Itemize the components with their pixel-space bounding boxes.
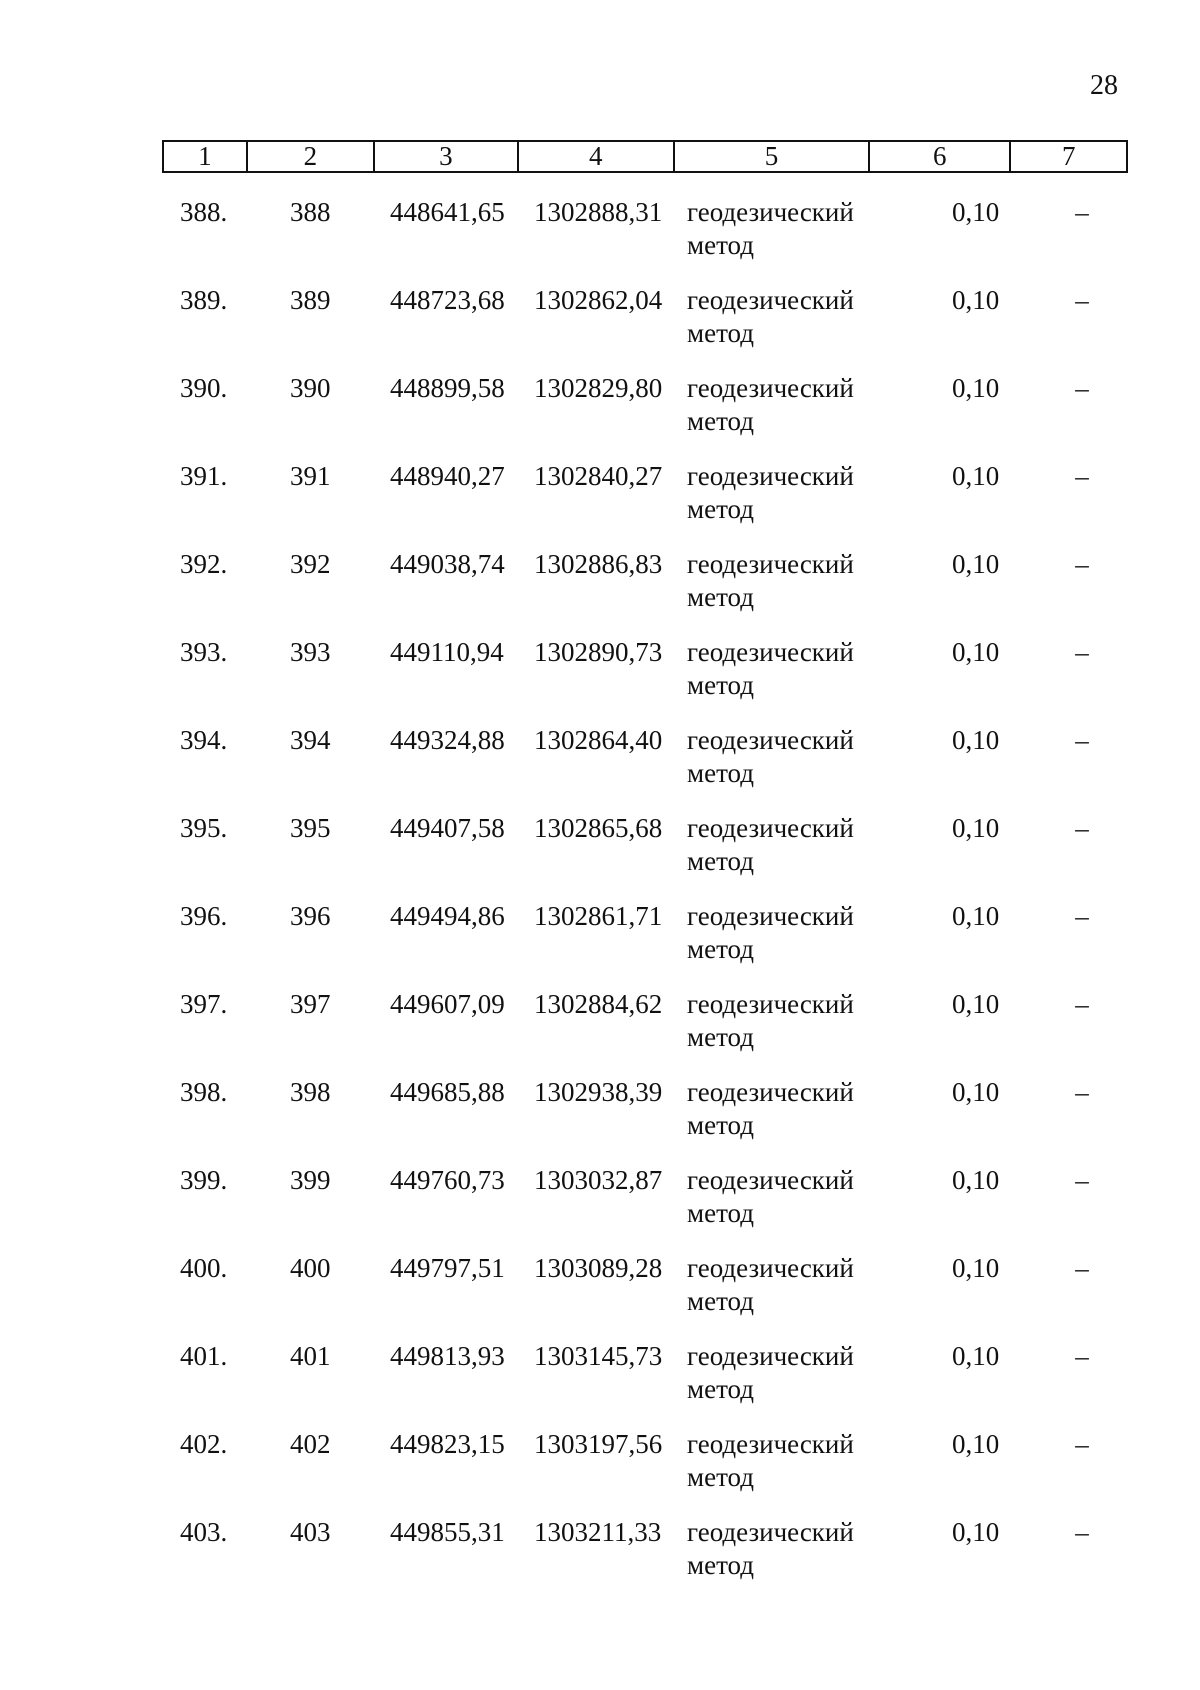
note-cell: – bbox=[1075, 901, 1089, 931]
note-cell: – bbox=[1075, 285, 1089, 315]
method-line-2: метод bbox=[687, 934, 754, 964]
table-row bbox=[162, 548, 1128, 636]
method-line-2: метод bbox=[687, 1462, 754, 1492]
point-number-cell: 396 bbox=[290, 901, 331, 931]
coordinate-y-cell: 1303197,56 bbox=[534, 1429, 663, 1459]
method-cell bbox=[687, 1340, 887, 1406]
table-row bbox=[162, 1252, 1128, 1340]
method-cell bbox=[687, 1164, 887, 1230]
coordinate-x-cell: 449823,15 bbox=[390, 1429, 505, 1459]
method-cell bbox=[687, 372, 887, 438]
method-line-2: метод bbox=[687, 1550, 754, 1580]
row-number-cell: 398. bbox=[180, 1077, 228, 1107]
table-row bbox=[162, 372, 1128, 460]
coordinate-y-cell: 1303145,73 bbox=[534, 1341, 663, 1371]
coordinate-x-cell: 449607,09 bbox=[390, 989, 505, 1019]
method-cell bbox=[687, 988, 887, 1054]
note-cell: – bbox=[1075, 1165, 1089, 1195]
note-cell: – bbox=[1075, 461, 1089, 491]
accuracy-cell: 0,10 bbox=[952, 901, 1000, 931]
coordinate-x-cell: 449813,93 bbox=[390, 1341, 505, 1371]
method-line-2: метод bbox=[687, 1198, 754, 1228]
coordinate-y-cell: 1302938,39 bbox=[534, 1077, 663, 1107]
page-number: 28 bbox=[1090, 70, 1118, 101]
note-cell: – bbox=[1075, 1077, 1089, 1107]
accuracy-cell: 0,10 bbox=[952, 285, 1000, 315]
accuracy-cell: 0,10 bbox=[952, 725, 1000, 755]
coordinate-x-cell: 449685,88 bbox=[390, 1077, 505, 1107]
coordinate-y-cell: 1302865,68 bbox=[534, 813, 663, 843]
row-number-cell: 394. bbox=[180, 725, 228, 755]
method-line-2: метод bbox=[687, 406, 754, 436]
header-col-2: 2 bbox=[248, 142, 375, 171]
table-row bbox=[162, 1516, 1128, 1604]
method-line-1: геодезический bbox=[687, 901, 854, 931]
method-line-1: геодезический bbox=[687, 1517, 854, 1547]
method-cell bbox=[687, 724, 887, 790]
method-line-1: геодезический bbox=[687, 461, 854, 491]
method-line-2: метод bbox=[687, 1110, 754, 1140]
note-cell: – bbox=[1075, 1253, 1089, 1283]
accuracy-cell: 0,10 bbox=[952, 813, 1000, 843]
accuracy-cell: 0,10 bbox=[952, 461, 1000, 491]
coordinate-x-cell: 449324,88 bbox=[390, 725, 505, 755]
note-cell: – bbox=[1075, 197, 1089, 227]
method-line-1: геодезический bbox=[687, 1165, 854, 1195]
method-line-1: геодезический bbox=[687, 1253, 854, 1283]
accuracy-cell: 0,10 bbox=[952, 1077, 1000, 1107]
method-line-1: геодезический bbox=[687, 1429, 854, 1459]
method-cell bbox=[687, 1428, 887, 1494]
table-row bbox=[162, 1340, 1128, 1428]
coordinate-y-cell: 1302888,31 bbox=[534, 197, 663, 227]
row-number-cell: 402. bbox=[180, 1429, 228, 1459]
method-line-2: метод bbox=[687, 318, 754, 348]
accuracy-cell: 0,10 bbox=[952, 373, 1000, 403]
coordinate-x-cell: 448723,68 bbox=[390, 285, 505, 315]
method-line-2: метод bbox=[687, 582, 754, 612]
method-cell bbox=[687, 460, 887, 526]
row-number-cell: 388. bbox=[180, 197, 228, 227]
table-row bbox=[162, 1428, 1128, 1516]
method-line-2: метод bbox=[687, 758, 754, 788]
point-number-cell: 389 bbox=[290, 285, 331, 315]
accuracy-cell: 0,10 bbox=[952, 1517, 1000, 1547]
method-line-1: геодезический bbox=[687, 989, 854, 1019]
method-cell bbox=[687, 196, 887, 262]
coordinate-y-cell: 1302861,71 bbox=[534, 901, 663, 931]
method-cell bbox=[687, 812, 887, 878]
accuracy-cell: 0,10 bbox=[952, 1429, 1000, 1459]
note-cell: – bbox=[1075, 373, 1089, 403]
method-line-2: метод bbox=[687, 670, 754, 700]
accuracy-cell: 0,10 bbox=[952, 637, 1000, 667]
header-col-7: 7 bbox=[1061, 141, 1076, 171]
method-line-1: геодезический bbox=[687, 1077, 854, 1107]
note-cell: – bbox=[1075, 1341, 1089, 1371]
coordinate-y-cell: 1302829,80 bbox=[534, 373, 663, 403]
table-row bbox=[162, 812, 1128, 900]
point-number-cell: 403 bbox=[290, 1517, 331, 1547]
accuracy-cell: 0,10 bbox=[952, 549, 1000, 579]
row-number-cell: 396. bbox=[180, 901, 228, 931]
table-row bbox=[162, 900, 1128, 988]
method-line-1: геодезический bbox=[687, 285, 854, 315]
coordinate-x-cell: 448899,58 bbox=[390, 373, 505, 403]
method-line-2: метод bbox=[687, 494, 754, 524]
row-number-cell: 390. bbox=[180, 373, 228, 403]
row-number-cell: 391. bbox=[180, 461, 228, 491]
method-line-2: метод bbox=[687, 1022, 754, 1052]
point-number-cell: 401 bbox=[290, 1341, 331, 1371]
point-number-cell: 394 bbox=[290, 725, 331, 755]
point-number-cell: 388 bbox=[290, 197, 331, 227]
row-number-cell: 403. bbox=[180, 1517, 228, 1547]
coordinate-x-cell: 449110,94 bbox=[390, 637, 504, 667]
coordinate-y-cell: 1303032,87 bbox=[534, 1165, 663, 1195]
row-number-cell: 400. bbox=[180, 1253, 228, 1283]
method-line-2: метод bbox=[687, 846, 754, 876]
accuracy-cell: 0,10 bbox=[952, 197, 1000, 227]
point-number-cell: 398 bbox=[290, 1077, 331, 1107]
method-line-1: геодезический bbox=[687, 549, 854, 579]
row-number-cell: 395. bbox=[180, 813, 228, 843]
method-cell bbox=[687, 284, 887, 350]
note-cell: – bbox=[1075, 813, 1089, 843]
method-line-1: геодезический bbox=[687, 637, 854, 667]
point-number-cell: 399 bbox=[290, 1165, 331, 1195]
header-col-5: 5 bbox=[675, 142, 870, 171]
table-row bbox=[162, 988, 1128, 1076]
table-row bbox=[162, 1076, 1128, 1164]
note-cell: – bbox=[1075, 549, 1089, 579]
point-number-cell: 400 bbox=[290, 1253, 331, 1283]
method-cell bbox=[687, 1252, 887, 1318]
row-number-cell: 399. bbox=[180, 1165, 228, 1195]
method-cell bbox=[687, 1076, 887, 1142]
coordinate-y-cell: 1302884,62 bbox=[534, 989, 663, 1019]
coordinates-table-body bbox=[162, 196, 1128, 1604]
accuracy-cell: 0,10 bbox=[952, 1341, 1000, 1371]
accuracy-cell: 0,10 bbox=[952, 989, 1000, 1019]
coordinate-x-cell: 449760,73 bbox=[390, 1165, 505, 1195]
coordinate-x-cell: 449407,58 bbox=[390, 813, 505, 843]
coordinate-y-cell: 1302864,40 bbox=[534, 725, 663, 755]
row-number-cell: 401. bbox=[180, 1341, 228, 1371]
row-number-cell: 392. bbox=[180, 549, 228, 579]
point-number-cell: 392 bbox=[290, 549, 331, 579]
table-row bbox=[162, 636, 1128, 724]
note-cell: – bbox=[1075, 1517, 1089, 1547]
coordinate-y-cell: 1302890,73 bbox=[534, 637, 663, 667]
coordinate-x-cell: 448641,65 bbox=[390, 197, 505, 227]
table-row bbox=[162, 196, 1128, 284]
point-number-cell: 390 bbox=[290, 373, 331, 403]
coordinate-x-cell: 449494,86 bbox=[390, 901, 505, 931]
method-line-1: геодезический bbox=[687, 725, 854, 755]
header-col-3: 3 bbox=[375, 142, 518, 171]
header-col-4: 4 bbox=[519, 142, 675, 171]
table-header bbox=[162, 140, 1128, 173]
method-line-1: геодезический bbox=[687, 813, 854, 843]
table-row bbox=[162, 284, 1128, 372]
coordinate-y-cell: 1302886,83 bbox=[534, 549, 663, 579]
point-number-cell: 395 bbox=[290, 813, 331, 843]
table-row bbox=[162, 460, 1128, 548]
method-line-2: метод bbox=[687, 1374, 754, 1404]
header-col-1: 1 bbox=[164, 142, 248, 171]
accuracy-cell: 0,10 bbox=[952, 1165, 1000, 1195]
coordinate-x-cell: 448940,27 bbox=[390, 461, 505, 491]
table-row bbox=[162, 1164, 1128, 1252]
method-line-2: метод bbox=[687, 1286, 754, 1316]
coordinate-x-cell: 449038,74 bbox=[390, 549, 505, 579]
method-cell bbox=[687, 548, 887, 614]
coordinate-x-cell: 449855,31 bbox=[390, 1517, 505, 1547]
note-cell: – bbox=[1075, 637, 1089, 667]
coordinate-y-cell: 1303211,33 bbox=[534, 1517, 662, 1547]
point-number-cell: 393 bbox=[290, 637, 331, 667]
table-row bbox=[162, 724, 1128, 812]
coordinate-y-cell: 1303089,28 bbox=[534, 1253, 663, 1283]
note-cell: – bbox=[1075, 1429, 1089, 1459]
row-number-cell: 393. bbox=[180, 637, 228, 667]
header-col-6: 6 bbox=[870, 142, 1011, 171]
row-number-cell: 397. bbox=[180, 989, 228, 1019]
method-line-1: геодезический bbox=[687, 1341, 854, 1371]
method-line-2: метод bbox=[687, 230, 754, 260]
row-number-cell: 389. bbox=[180, 285, 228, 315]
method-line-1: геодезический bbox=[687, 373, 854, 403]
point-number-cell: 391 bbox=[290, 461, 331, 491]
note-cell: – bbox=[1075, 989, 1089, 1019]
method-cell bbox=[687, 636, 887, 702]
method-line-1: геодезический bbox=[687, 197, 854, 227]
note-cell: – bbox=[1075, 725, 1089, 755]
coordinate-x-cell: 449797,51 bbox=[390, 1253, 505, 1283]
coordinate-y-cell: 1302840,27 bbox=[534, 461, 663, 491]
method-cell bbox=[687, 900, 887, 966]
accuracy-cell: 0,10 bbox=[952, 1253, 1000, 1283]
point-number-cell: 397 bbox=[290, 989, 331, 1019]
method-cell bbox=[687, 1516, 887, 1582]
point-number-cell: 402 bbox=[290, 1429, 331, 1459]
coordinate-y-cell: 1302862,04 bbox=[534, 285, 663, 315]
